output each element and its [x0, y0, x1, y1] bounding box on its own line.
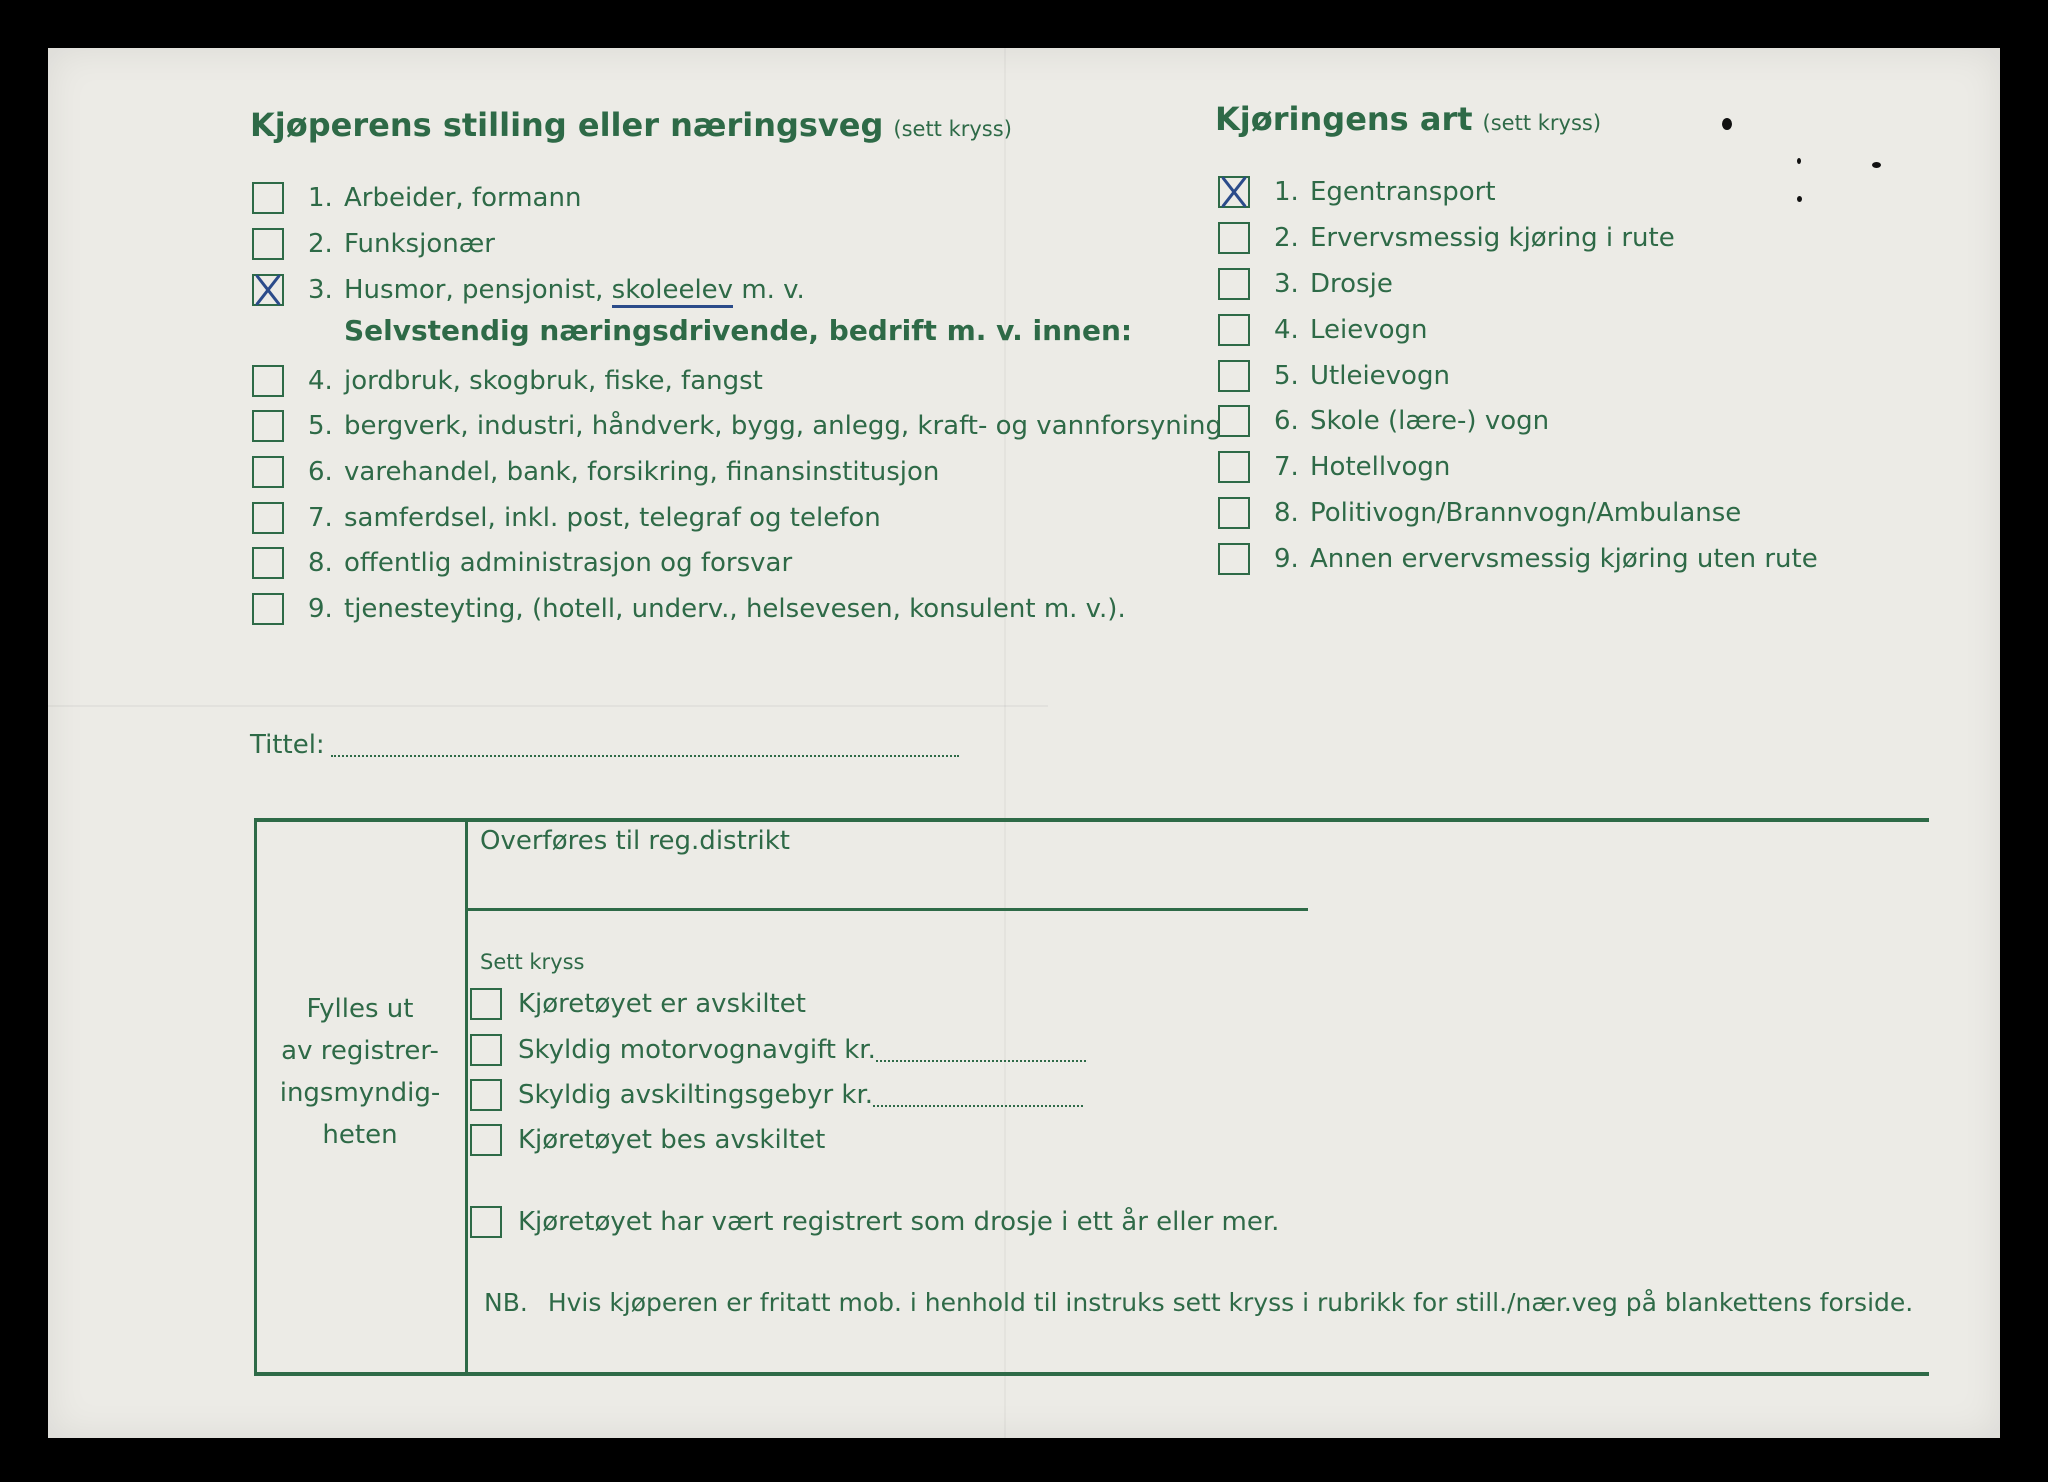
- driving-option-8[interactable]: [1218, 497, 1741, 529]
- checkbox[interactable]: [252, 182, 284, 214]
- checkbox[interactable]: [252, 547, 284, 579]
- checkbox[interactable]: [470, 1124, 502, 1156]
- title-field-label: Tittel:: [250, 730, 325, 760]
- self-employed-subheading: Selvstendig næringsdrivende, bedrift m. v. innen:: [344, 314, 1133, 347]
- side-label-line: heten: [322, 1120, 398, 1150]
- option-number: 5.: [308, 411, 333, 441]
- transfer-district-label: Overføres til reg.distrikt: [480, 826, 790, 856]
- occupation-option-5[interactable]: [252, 410, 1222, 442]
- heading-text: Kjøringens art: [1215, 100, 1473, 138]
- option-number: 9.: [1274, 544, 1299, 574]
- option-label: Politivogn/Brannvogn/Ambulanse: [1310, 498, 1742, 528]
- occupation-option-4[interactable]: [252, 365, 763, 397]
- option-number: 7.: [308, 503, 333, 533]
- option-number: 5.: [1274, 361, 1299, 391]
- option-label: bergverk, industri, håndverk, bygg, anlegg, kraft- og vannforsyning: [344, 411, 1222, 441]
- checkbox[interactable]: [252, 410, 284, 442]
- registry-option-deregistered[interactable]: [470, 988, 806, 1020]
- option-label: Drosje: [1310, 269, 1393, 299]
- checkbox[interactable]: [1218, 497, 1250, 529]
- option-label: varehandel, bank, forsikring, finansinstitusjon: [344, 457, 940, 487]
- option-label: Annen ervervsmessig kjøring uten rute: [1310, 544, 1818, 574]
- ink-spot: [1797, 196, 1802, 202]
- checkbox[interactable]: [252, 365, 284, 397]
- driving-option-7[interactable]: [1218, 451, 1450, 483]
- driving-option-2[interactable]: [1218, 222, 1675, 254]
- option-label: Ervervsmessig kjøring i rute: [1310, 223, 1675, 253]
- side-label-line: av registrer-: [281, 1036, 439, 1066]
- nb-label: NB.: [484, 1288, 528, 1317]
- registry-box-left-rule: [254, 822, 257, 1374]
- occupation-option-3[interactable]: [252, 274, 805, 306]
- driving-option-3[interactable]: [1218, 268, 1393, 300]
- driving-option-9[interactable]: [1218, 543, 1818, 575]
- amount-field-line[interactable]: [876, 1038, 1086, 1062]
- driving-option-4[interactable]: [1218, 314, 1428, 346]
- heading-text: Kjøperens stilling eller næringsveg: [250, 106, 884, 144]
- amount-field-line[interactable]: [873, 1083, 1083, 1107]
- driving-option-5[interactable]: [1218, 360, 1450, 392]
- checkbox[interactable]: [470, 988, 502, 1020]
- registry-box-top-rule: [254, 818, 1929, 822]
- heading-note: (sett kryss): [1482, 111, 1602, 135]
- heading-note: (sett kryss): [893, 117, 1012, 141]
- side-label-line: ingsmyndig-: [279, 1078, 441, 1108]
- registry-side-label: [258, 988, 462, 1156]
- checkbox-checked[interactable]: [252, 274, 284, 306]
- checkbox[interactable]: [1218, 543, 1250, 575]
- checkbox[interactable]: [1218, 360, 1250, 392]
- option-label-start: Husmor, pensjonist,: [344, 275, 612, 305]
- option-label-underlined: skoleelev: [612, 275, 733, 308]
- registry-option-vehicle-tax[interactable]: [470, 1034, 1086, 1066]
- option-label: Kjøretøyet er avskiltet: [518, 989, 806, 1019]
- occupation-option-2[interactable]: [252, 228, 495, 260]
- checkbox[interactable]: [1218, 405, 1250, 437]
- title-field-line[interactable]: [331, 733, 959, 757]
- option-number: 4.: [1274, 315, 1299, 345]
- registry-option-request-deregistration[interactable]: [470, 1124, 825, 1156]
- option-label: [344, 275, 805, 305]
- option-number: 9.: [308, 594, 333, 624]
- option-number: 4.: [308, 366, 333, 396]
- option-label: Utleievogn: [1310, 361, 1450, 391]
- option-label: Kjøretøyet bes avskiltet: [518, 1125, 826, 1155]
- driving-option-6[interactable]: [1218, 405, 1549, 437]
- ink-spot: [1872, 162, 1881, 168]
- option-number: 1.: [308, 183, 333, 213]
- nb-note: [484, 1288, 1913, 1317]
- buyer-occupation-heading: [250, 106, 1012, 144]
- option-label: tjenesteyting, (hotell, underv., helsevesen, konsulent m. v.).: [344, 594, 1126, 624]
- option-label: Funksjonær: [344, 229, 495, 259]
- nb-text: Hvis kjøperen er fritatt mob. i henhold til instruks sett kryss i rubrikk for still./nær.veg på blankettens forside.: [547, 1288, 1914, 1317]
- transfer-field-line: [468, 908, 1308, 911]
- checkbox[interactable]: [1218, 222, 1250, 254]
- driving-type-heading: [1215, 100, 1601, 138]
- option-label: offentlig administrasjon og forsvar: [344, 548, 793, 578]
- driving-option-1[interactable]: [1218, 176, 1496, 208]
- option-number: 1.: [1274, 177, 1299, 207]
- option-label: Arbeider, formann: [344, 183, 582, 213]
- occupation-option-1[interactable]: [252, 182, 581, 214]
- option-label: Hotellvogn: [1310, 452, 1451, 482]
- checkbox[interactable]: [470, 1034, 502, 1066]
- option-label-end: m. v.: [733, 275, 805, 305]
- checkbox[interactable]: [1218, 268, 1250, 300]
- option-label: Skole (lære-) vogn: [1310, 406, 1550, 436]
- registry-option-taxi-history[interactable]: [470, 1206, 1279, 1238]
- option-label: Skyldig avskiltingsgebyr kr.: [518, 1080, 874, 1110]
- option-number: 8.: [1274, 498, 1299, 528]
- option-number: 3.: [1274, 269, 1299, 299]
- option-label: Leievogn: [1310, 315, 1428, 345]
- checkbox[interactable]: [470, 1079, 502, 1111]
- occupation-option-8[interactable]: [252, 547, 792, 579]
- registry-box-bottom-rule: [254, 1372, 1929, 1376]
- option-number: 3.: [308, 275, 333, 305]
- option-number: 6.: [308, 457, 333, 487]
- option-label: jordbruk, skogbruk, fiske, fangst: [344, 366, 763, 396]
- option-number: 2.: [1274, 223, 1299, 253]
- checkbox[interactable]: [252, 228, 284, 260]
- option-number: 6.: [1274, 406, 1299, 436]
- occupation-option-6[interactable]: [252, 456, 939, 488]
- option-label: samferdsel, inkl. post, telegraf og telefon: [344, 503, 881, 533]
- occupation-option-7[interactable]: [252, 502, 881, 534]
- ink-spot: [1797, 158, 1801, 164]
- option-label: Kjøretøyet har vært registrert som drosje i ett år eller mer.: [518, 1207, 1280, 1237]
- checkbox[interactable]: [252, 502, 284, 534]
- checkbox-checked[interactable]: [1218, 176, 1250, 208]
- checkbox[interactable]: [252, 456, 284, 488]
- checkbox[interactable]: [1218, 451, 1250, 483]
- option-label: Skyldig motorvognavgift kr.: [518, 1035, 876, 1065]
- checkbox[interactable]: [1218, 314, 1250, 346]
- ink-spot: [1722, 118, 1732, 130]
- side-label-line: Fylles ut: [306, 994, 414, 1024]
- option-number: 7.: [1274, 452, 1299, 482]
- occupation-option-9[interactable]: [252, 593, 1126, 625]
- checkbox[interactable]: [470, 1206, 502, 1238]
- registry-option-deregistration-fee[interactable]: [470, 1079, 1083, 1111]
- option-number: 8.: [308, 548, 333, 578]
- title-field[interactable]: [250, 730, 959, 760]
- option-label: Egentransport: [1310, 177, 1496, 207]
- check-note: Sett kryss: [480, 950, 585, 974]
- checkbox[interactable]: [252, 593, 284, 625]
- paper-fold: [48, 705, 1048, 707]
- option-number: 2.: [308, 229, 333, 259]
- registry-box-divider: [465, 822, 468, 1374]
